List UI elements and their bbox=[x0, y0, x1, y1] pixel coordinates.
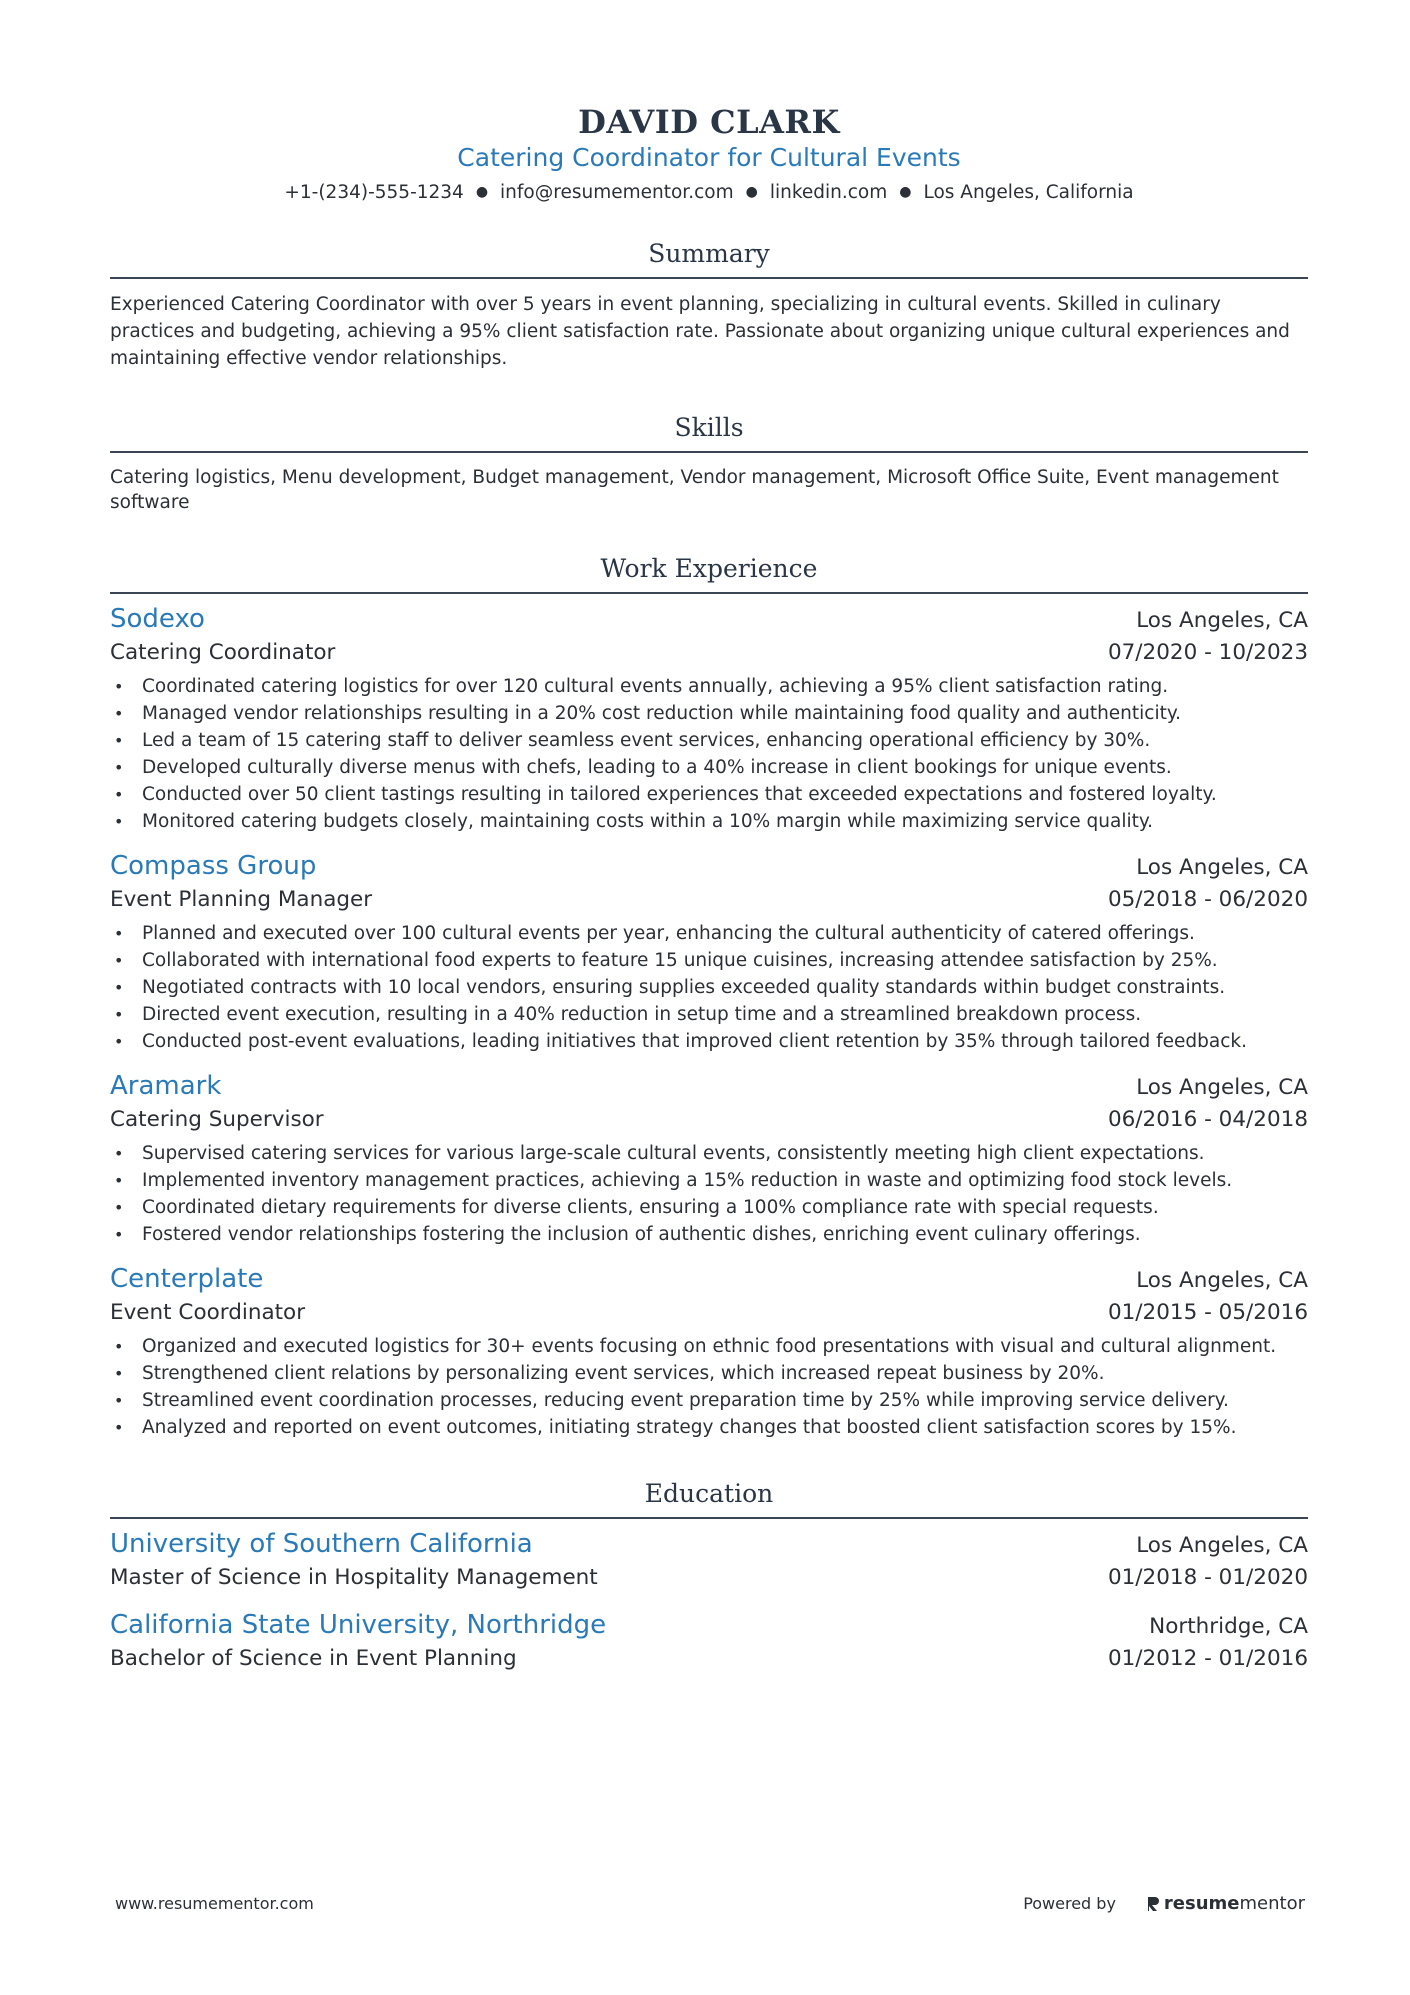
resume-page bbox=[110, 102, 1308, 1675]
bullet-text: Analyzed and reported on event outcomes, initiating strategy changes that boosted client satisfaction scores by 15%. bbox=[142, 1417, 1237, 1438]
education-entry bbox=[110, 1527, 1308, 1594]
job-company: Sodexo bbox=[110, 604, 205, 634]
job-title: Event Coordinator bbox=[110, 1300, 306, 1325]
bullet-dot: • bbox=[114, 812, 124, 831]
job-dates: 06/2016 - 04/2018 bbox=[1107, 1107, 1308, 1132]
brand-light-text: mentor bbox=[1239, 1893, 1305, 1914]
page-footer bbox=[115, 1893, 1305, 1914]
bullet-text: Conducted over 50 client tastings resulting in tailored experiences that exceeded expectations and fostered loyalty. bbox=[142, 784, 1217, 805]
bullet-dot: • bbox=[114, 1225, 124, 1244]
contact-line bbox=[110, 178, 1308, 207]
contact-linkedin[interactable]: linkedin.com bbox=[769, 182, 888, 203]
job-bullets bbox=[110, 1333, 1308, 1441]
job-dates: 01/2015 - 05/2016 bbox=[1107, 1300, 1308, 1325]
bullet-text: Planned and executed over 100 cultural events per year, enhancing the cultural authenticity of catered offerings. bbox=[142, 923, 1195, 944]
job-title: Event Planning Manager bbox=[110, 887, 373, 912]
bullet-text: Conducted post-event evaluations, leading initiatives that improved client retention by 35% through tailored feedback. bbox=[142, 1031, 1248, 1052]
bullet-item bbox=[110, 808, 1308, 835]
school-name: University of Southern California bbox=[110, 1529, 533, 1559]
job-company: Compass Group bbox=[110, 851, 317, 881]
bullet-item bbox=[110, 1167, 1308, 1194]
job-dates: 05/2018 - 06/2020 bbox=[1107, 887, 1308, 912]
separator-dot: ● bbox=[475, 184, 489, 200]
contact-phone: +1-(234)-555-1234 bbox=[284, 182, 464, 203]
bullet-text: Strengthened client relations by personalizing event services, which increased repeat business by 20%. bbox=[142, 1363, 1105, 1384]
bullet-dot: • bbox=[114, 677, 124, 696]
separator-dot: ● bbox=[745, 184, 758, 200]
job-title: Catering Supervisor bbox=[110, 1107, 324, 1132]
education-dates: 01/2018 - 01/2020 bbox=[1107, 1565, 1308, 1590]
bullet-item bbox=[110, 1028, 1308, 1055]
bullet-item bbox=[110, 1333, 1308, 1360]
bullet-item bbox=[110, 1414, 1308, 1441]
bullet-dot: • bbox=[114, 924, 124, 943]
bullet-item bbox=[110, 1221, 1308, 1248]
degree-name: Bachelor of Science in Event Planning bbox=[110, 1646, 517, 1671]
job-dates: 07/2020 - 10/2023 bbox=[1107, 640, 1308, 665]
bullet-item bbox=[110, 1001, 1308, 1028]
footer-website[interactable]: www.resumementor.com bbox=[115, 1894, 314, 1913]
bullet-text: Negotiated contracts with 10 local vendors, ensuring supplies exceeded quality standards within budget constraints. bbox=[142, 977, 1226, 998]
education-subheader-row bbox=[110, 1562, 1308, 1594]
job-location: Los Angeles, CA bbox=[1136, 1268, 1308, 1293]
job-subheader-row bbox=[110, 884, 1308, 916]
education-header-row bbox=[110, 1608, 1308, 1643]
job-header-row bbox=[110, 1069, 1308, 1104]
bullet-item bbox=[110, 754, 1308, 781]
job-company: Centerplate bbox=[110, 1264, 264, 1294]
job-bullets bbox=[110, 920, 1308, 1055]
bullet-text: Developed culturally diverse menus with chefs, leading to a 40% increase in client bookings for unique events. bbox=[142, 757, 1172, 778]
bullet-dot: • bbox=[114, 1144, 124, 1163]
powered-by-label: Powered by bbox=[1023, 1894, 1116, 1913]
bullet-dot: • bbox=[114, 758, 124, 777]
job-header-row bbox=[110, 602, 1308, 637]
bullet-dot: • bbox=[114, 1391, 124, 1410]
bullet-dot: • bbox=[114, 731, 124, 750]
job-subheader-row bbox=[110, 1297, 1308, 1329]
bullet-text: Streamlined event coordination processes, reducing event preparation time by 25% while improving service delivery. bbox=[142, 1390, 1229, 1411]
job-entry bbox=[110, 602, 1308, 835]
resume-header bbox=[110, 102, 1308, 207]
bullet-item bbox=[110, 700, 1308, 727]
contact-email[interactable]: info@resumementor.com bbox=[500, 182, 734, 203]
school-name: California State University, Northridge bbox=[110, 1610, 607, 1640]
bullet-item bbox=[110, 974, 1308, 1001]
section-title-education: Education bbox=[644, 1479, 774, 1508]
bullet-dot: • bbox=[114, 704, 124, 723]
resumementor-logo-icon bbox=[1146, 1895, 1160, 1913]
skills-text: Catering logistics, Menu development, Budget management, Vendor management, Microsoft Office Suite, Event management software bbox=[110, 467, 1279, 513]
bullet-text: Coordinated catering logistics for over 120 cultural events annually, achieving a 95% client satisfaction rating. bbox=[142, 676, 1169, 697]
bullet-item bbox=[110, 1387, 1308, 1414]
job-bullets bbox=[110, 1140, 1308, 1248]
bullet-dot: • bbox=[114, 1032, 124, 1051]
brand-bold-text: resume bbox=[1163, 1893, 1240, 1914]
job-location: Los Angeles, CA bbox=[1136, 608, 1308, 633]
bullet-item bbox=[110, 727, 1308, 754]
job-subheader-row bbox=[110, 637, 1308, 669]
section-divider bbox=[110, 592, 1308, 594]
bullet-dot: • bbox=[114, 978, 124, 997]
bullet-dot: • bbox=[114, 785, 124, 804]
experience-section bbox=[110, 552, 1308, 1441]
bullet-text: Monitored catering budgets closely, maintaining costs within a 10% margin while maximizing service quality. bbox=[142, 811, 1154, 832]
bullet-item bbox=[110, 673, 1308, 700]
bullet-dot: • bbox=[114, 1418, 124, 1437]
section-divider bbox=[110, 277, 1308, 279]
education-subheader-row bbox=[110, 1643, 1308, 1675]
bullet-text: Collaborated with international food experts to feature 15 unique cuisines, increasing attendee satisfaction by 25%. bbox=[142, 950, 1218, 971]
education-section bbox=[110, 1477, 1308, 1675]
job-location: Los Angeles, CA bbox=[1136, 855, 1308, 880]
bullet-text: Directed event execution, resulting in a 40% reduction in setup time and a streamlined breakdown process. bbox=[142, 1004, 1142, 1025]
job-company: Aramark bbox=[110, 1071, 222, 1101]
education-dates: 01/2012 - 01/2016 bbox=[1107, 1646, 1308, 1671]
job-location: Los Angeles, CA bbox=[1136, 1075, 1308, 1100]
degree-name: Master of Science in Hospitality Management bbox=[110, 1565, 598, 1590]
bullet-text: Implemented inventory management practices, achieving a 15% reduction in waste and optimizing food stock levels. bbox=[142, 1170, 1233, 1191]
brand-logo[interactable] bbox=[1146, 1893, 1305, 1914]
bullet-text: Supervised catering services for various large-scale cultural events, consistently meeting high client expectations. bbox=[142, 1143, 1205, 1164]
job-entry bbox=[110, 1069, 1308, 1248]
bullet-text: Managed vendor relationships resulting in a 20% cost reduction while maintaining food quality and authenticity. bbox=[142, 703, 1182, 724]
section-divider bbox=[110, 1517, 1308, 1519]
section-title-experience: Work Experience bbox=[600, 554, 818, 583]
bullet-item bbox=[110, 1360, 1308, 1387]
summary-section bbox=[110, 237, 1308, 372]
job-subheader-row bbox=[110, 1104, 1308, 1136]
bullet-dot: • bbox=[114, 951, 124, 970]
job-title: Catering Coordinator bbox=[110, 640, 336, 665]
footer-branding bbox=[1023, 1893, 1305, 1914]
separator-dot: ● bbox=[899, 184, 912, 200]
contact-location: Los Angeles, California bbox=[923, 182, 1134, 203]
bullet-dot: • bbox=[114, 1364, 124, 1383]
school-location: Los Angeles, CA bbox=[1136, 1533, 1308, 1558]
job-entry bbox=[110, 1262, 1308, 1441]
candidate-role: Catering Coordinator for Cultural Events bbox=[457, 143, 961, 172]
skills-section bbox=[110, 411, 1308, 515]
bullet-text: Coordinated dietary requirements for diverse clients, ensuring a 100% compliance rate with special requests. bbox=[142, 1197, 1159, 1218]
summary-text: Experienced Catering Coordinator with over 5 years in event planning, specializing in cultural events. Skilled in culinary practices and budgeting, achieving a 95% client satisfaction rate. Passionate about organizing unique cultural experiences and maintaining effective vendor relationships. bbox=[110, 294, 1290, 369]
education-header-row bbox=[110, 1527, 1308, 1562]
bullet-text: Organized and executed logistics for 30+ events focusing on ethnic food presentations with visual and cultural alignment. bbox=[142, 1336, 1277, 1357]
bullet-item bbox=[110, 920, 1308, 947]
section-title-skills: Skills bbox=[674, 413, 744, 442]
candidate-name: DAVID CLARK bbox=[578, 103, 840, 141]
section-divider bbox=[110, 451, 1308, 453]
bullet-text: Led a team of 15 catering staff to deliver seamless event services, enhancing operational efficiency by 30%. bbox=[142, 730, 1151, 751]
education-entry bbox=[110, 1608, 1308, 1675]
job-header-row bbox=[110, 1262, 1308, 1297]
bullet-item bbox=[110, 1194, 1308, 1221]
bullet-dot: • bbox=[114, 1198, 124, 1217]
bullet-item bbox=[110, 1140, 1308, 1167]
bullet-dot: • bbox=[114, 1337, 124, 1356]
job-entry bbox=[110, 849, 1308, 1055]
bullet-text: Fostered vendor relationships fostering the inclusion of authentic dishes, enriching event culinary offerings. bbox=[142, 1224, 1141, 1245]
job-bullets bbox=[110, 673, 1308, 835]
bullet-item bbox=[110, 781, 1308, 808]
bullet-item bbox=[110, 947, 1308, 974]
bullet-dot: • bbox=[114, 1171, 124, 1190]
job-header-row bbox=[110, 849, 1308, 884]
bullet-dot: • bbox=[114, 1005, 124, 1024]
school-location: Northridge, CA bbox=[1149, 1614, 1308, 1639]
section-title-summary: Summary bbox=[648, 239, 770, 268]
